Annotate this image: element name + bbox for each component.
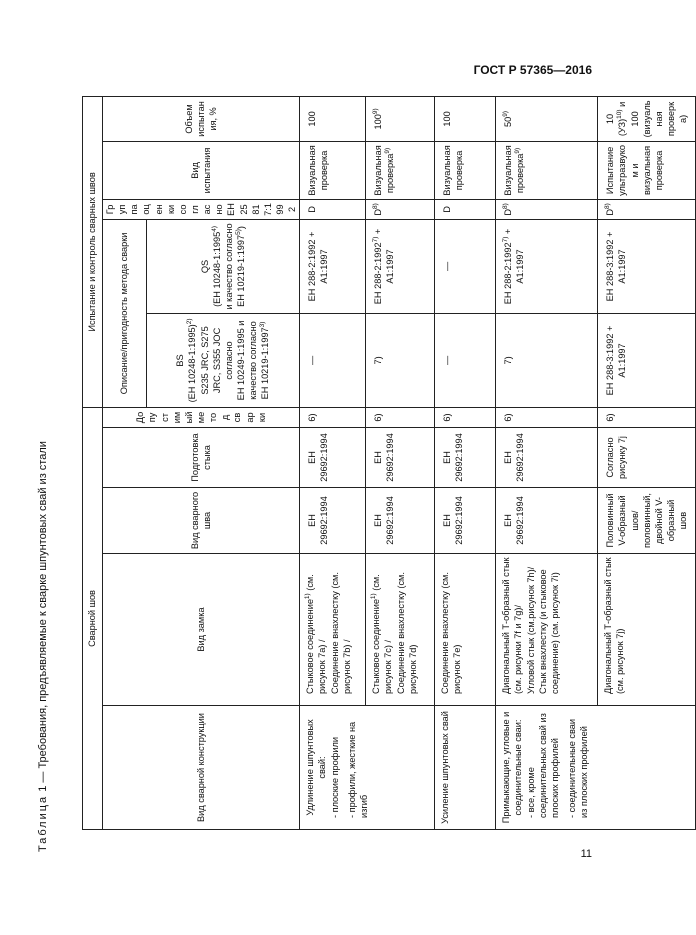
caption-title: — Требования, предъявляемые к сварке шпунтовых свай из стали: [37, 441, 49, 783]
row1-lock1-text: Стыковое соединение: [305, 599, 316, 694]
row1-prep-b: EH 29692:1994: [366, 428, 435, 488]
header-test-volume: Объем испытания, %: [103, 96, 300, 141]
row1-weld-a: EH 29692:1994: [300, 488, 366, 554]
bs-line-2-sup: 2): [186, 318, 194, 325]
row3-qs-b: EH 288-3:1992 + A1:1997: [598, 219, 696, 313]
row1-vol-b-sup: 9): [372, 108, 380, 115]
qs-line-2: [211, 223, 223, 310]
qs-line-3: и качество согласно: [223, 223, 234, 310]
qs-line-1: QS: [199, 259, 210, 274]
bs-line-7-sup: 3): [259, 321, 267, 328]
row3-group-a: [496, 199, 598, 219]
row1-constr-b: - профили, жесткие на изгиб: [346, 721, 369, 818]
header-prep: Подготовка стыка: [103, 428, 300, 488]
row3-group-a-text: D: [503, 209, 514, 216]
row3-lock1: Диагональный Т-образный стык (см. рисунки 7f и 7g)/: [501, 557, 524, 694]
document-header: ГОСТ Р 57365—2016: [473, 63, 592, 77]
row3-qs-a: [496, 219, 598, 313]
row1-bs-b: 7): [366, 313, 435, 407]
row3-method-b: 6): [598, 407, 696, 427]
qs-line-2-text: (EH 10248-1:1995: [211, 231, 222, 307]
row3-prep-b: Согласно рисунку 7j: [598, 428, 696, 488]
row3-bs-a: 7): [496, 313, 598, 407]
qs-line-4-sup: 5): [234, 229, 242, 235]
bs-line-4: согласно: [223, 341, 234, 380]
row1-method-b: 6): [366, 407, 435, 427]
page-number: 11: [580, 848, 592, 860]
header-bs: [146, 313, 300, 407]
row3-vol-a: [496, 96, 598, 141]
caption-number: 1: [37, 785, 49, 792]
row2-bs: —: [435, 313, 496, 407]
requirements-table: [82, 97, 689, 830]
row1-lock3: [370, 557, 394, 702]
row2-weld: EH 29692:1994: [435, 488, 496, 554]
row3-group-b-text: D: [605, 209, 616, 216]
row1-constr-a: - плоские профили: [329, 737, 340, 818]
row1-lock1: [304, 557, 328, 702]
row1-kind-b: [366, 141, 435, 199]
row3-group-a-sup: 8): [502, 203, 510, 210]
qs-line-4-text: EH 10219-1:1997: [236, 234, 247, 307]
row3-vol-b: [598, 96, 696, 141]
row2-construction: [435, 706, 496, 830]
row1-lock1-post: (см. рисунок 7а) /: [305, 574, 328, 694]
row2-constr-text: Усиление шпунтовых свай: [440, 711, 451, 824]
row2-group: D: [435, 199, 496, 219]
row3-lock-a: [496, 554, 598, 706]
row1-lock1-sup: 1): [304, 593, 312, 600]
bs-line-2-text: (EH 10248-1:1995): [187, 324, 198, 403]
header-qs: [146, 219, 300, 313]
row1-vol-b-text: 100: [373, 114, 384, 130]
row1-qs-b-post: + A1:1997: [373, 228, 396, 284]
row3-weld-a: EH 29692:1994: [496, 488, 598, 554]
row1-lock2: Соединение внахлестку (см. рисунок 7b) /: [329, 572, 352, 694]
row1-method-a: 6): [300, 407, 366, 427]
header-group-test: Испытание и контроль сварных швов: [83, 96, 103, 407]
bs-line-1: BS: [175, 354, 186, 367]
row1-kind-b-sup: 9): [384, 147, 392, 154]
row2-qs: —: [435, 219, 496, 313]
row1-qs-a: EH 288-2:1992 + A1:1997: [300, 219, 366, 313]
row1-lock-b: [366, 554, 435, 706]
row3-weld-b: Половинный V-образный шов/ половинный, двойной V-образный шов: [598, 488, 696, 554]
row1-qs-b-sup: 7): [372, 236, 380, 243]
bs-line-2: [186, 317, 198, 404]
row1-lock-a: [300, 554, 366, 706]
row3-constr-title: Примыкающие, угловые и соединительные сваи:: [501, 711, 524, 824]
header-weld-type: Вид сварного шва: [103, 488, 300, 554]
header-lock: Вид замка: [103, 554, 300, 706]
row2-lock-text: Соединение внахлестку (см. рисунок 7е): [440, 572, 463, 694]
qs-line-4-paren: ): [236, 226, 247, 230]
row3-vol-a-sup: 9): [502, 110, 510, 117]
row3-construction: [496, 706, 696, 830]
row1-qs-b-text: EH 288-2:1992: [373, 242, 384, 305]
row1-qs-b: [366, 219, 435, 313]
row3-group-b-sup: 8): [604, 203, 612, 210]
row3-bs-b: EH 288-3:1992 + A1:1997: [598, 313, 696, 407]
row3-kind-a: [496, 141, 598, 199]
bs-line-5: EH 10249-1:1995 и: [236, 320, 247, 401]
header-group-weld: Сварной шов: [83, 407, 103, 829]
row3-kind-a-sup: 9): [514, 147, 522, 154]
row3-lock2: Угловой стык (см.рисунок 7h)/: [525, 566, 536, 694]
header-method: Допустимый метод сварки: [103, 407, 300, 427]
row1-lock3-sup: 1): [370, 593, 378, 600]
bs-line-7-text: EH 10219-1:1997: [260, 327, 271, 400]
row3-constr-b: - соединительные сваи из плоских профилей: [566, 718, 590, 818]
row1-vol-b: [366, 96, 435, 141]
row1-constr-title: Удлинение шпунтовых свай:: [305, 719, 328, 816]
bs-line-6: качество согласно: [248, 321, 259, 400]
row2-prep: EH 29692:1994: [435, 428, 496, 488]
row3-kind-a-text: Визуальная проверка: [503, 145, 526, 196]
row2-kind: Визуальная проверка: [435, 141, 496, 199]
row3-lock3: Стык внахлестку (и стыковое соединение) (см. рисунок 7i): [537, 569, 560, 694]
header-group-eval: Группа оценки согласно EH 25817:1992: [103, 199, 300, 219]
caption-table-word: Таблица: [37, 794, 49, 852]
header-construction: Вид сварной конструкции: [103, 706, 300, 830]
row1-lock4: Соединение внахлестку (см. рисунок 7d): [395, 572, 418, 694]
row3-lock-b: [598, 554, 696, 706]
row1-bs-a: —: [300, 313, 366, 407]
row1-kind-a: Визуальная проверка: [300, 141, 366, 199]
qs-line-4: [235, 223, 247, 310]
row1-lock3-post: (см. рисунок 7с) /: [371, 574, 394, 694]
row1-weld-b: EH 29692:1994: [366, 488, 435, 554]
bs-line-3: S235 JRC, S275 JRC, S355 JOC: [199, 326, 222, 395]
qs-line-2-sup: 4): [210, 226, 218, 232]
header-group-desc: Описание/пригодность метода сварки: [103, 219, 147, 407]
row1-group-a: D: [300, 199, 366, 219]
row1-group-b: [366, 199, 435, 219]
row1-group-b-text: D: [373, 209, 384, 216]
row3-lock4: Диагональный Т-образный стык (см. рисунок 7j): [603, 557, 626, 694]
bs-line-7: [259, 317, 271, 404]
row3-vol-a-text: 50: [503, 116, 514, 127]
row3-group-b: [598, 199, 696, 219]
row3-constr-a: - все, кроме соединительных свай из плоских профилей: [525, 713, 560, 818]
row3-qs-a-text: EH 288-2:1992: [503, 242, 514, 305]
row3-vol-b-post: и 100 (визуальная проверка): [617, 100, 689, 138]
table-caption: [37, 441, 49, 852]
row1-vol-a: 100: [300, 96, 366, 141]
row1-construction: [300, 706, 435, 830]
row3-vol-b-sup: 10): [616, 109, 624, 119]
row3-method-a: 6): [496, 407, 598, 427]
row1-group-b-sup: 8): [372, 203, 380, 210]
row1-prep-a: EH 29692:1994: [300, 428, 366, 488]
row3-vol-b-text: 10 (УЗ): [605, 113, 628, 137]
header-test-kind: Вид испытания: [103, 141, 300, 199]
row2-lock: [435, 554, 496, 706]
row2-vol: 100: [435, 96, 496, 141]
row1-kind-b-text: Визуальная проверка: [373, 145, 396, 196]
row3-qs-a-sup: 7): [502, 236, 510, 243]
row2-method: 6): [435, 407, 496, 427]
row3-qs-a-post: + A1:1997: [503, 228, 526, 284]
row3-kind-b: Испытание ультразвуком и визуальная проверка: [598, 141, 696, 199]
row3-prep-a: EH 29692:1994: [496, 428, 598, 488]
row1-lock3-text: Стыковое соединение: [371, 599, 382, 694]
